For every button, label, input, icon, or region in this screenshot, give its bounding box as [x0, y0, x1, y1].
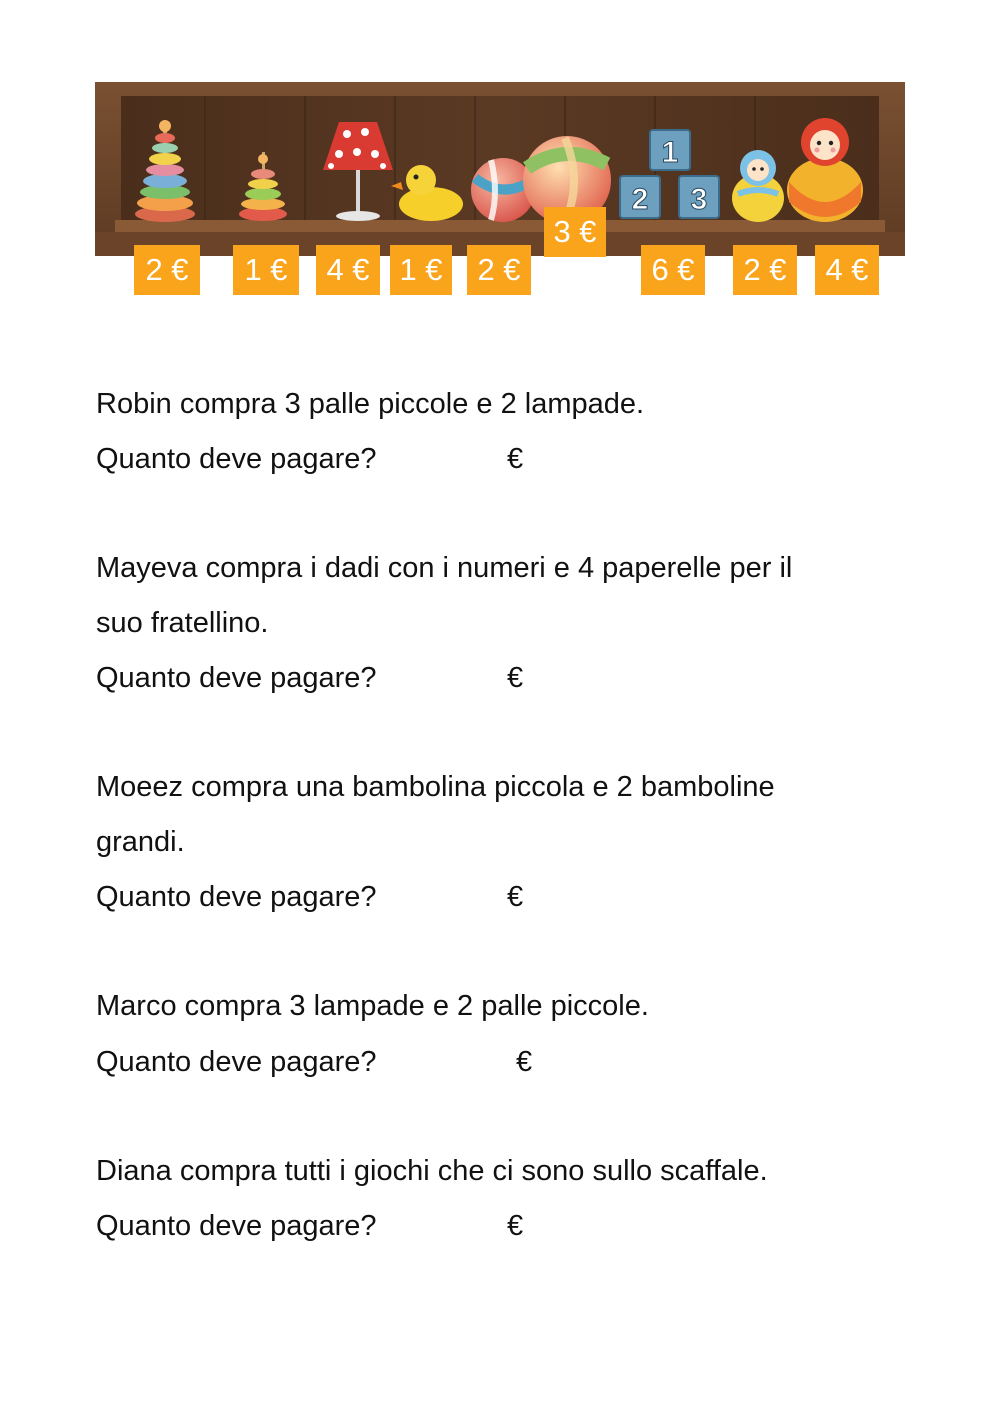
exercise-4-text: Marco compra 3 lampade e 2 palle piccole. — [96, 990, 649, 1022]
exercise-4-currency: € — [516, 1046, 533, 1078]
svg-text:2: 2 — [631, 183, 649, 216]
toy-shelf-illustration — [95, 82, 905, 256]
price-tag-small-ball: 2 € — [467, 245, 531, 295]
exercise-5-currency: € — [507, 1210, 524, 1242]
exercise-4-question: Quanto deve pagare? — [96, 1046, 377, 1078]
exercise-1-currency: € — [507, 443, 524, 475]
exercise-5-text: Diana compra tutti i giochi che ci sono sullo scaffale. — [96, 1155, 768, 1187]
exercise-3-currency: € — [507, 881, 524, 913]
svg-text:1: 1 — [661, 136, 679, 169]
exercise-3-text-continued: grandi. — [96, 826, 185, 858]
exercise-3-question: Quanto deve pagare? — [96, 881, 377, 913]
svg-text:3: 3 — [690, 183, 708, 216]
price-tag-rubber-duck: 1 € — [390, 245, 452, 295]
price-tag-stacking-rings-small: 1 € — [233, 245, 299, 295]
price-tag-number-blocks: 6 € — [641, 245, 705, 295]
exercise-5-question: Quanto deve pagare? — [96, 1210, 377, 1242]
price-tag-stacking-rings-large: 2 € — [134, 245, 200, 295]
price-tag-big-doll: 4 € — [815, 245, 879, 295]
exercise-1-text: Robin compra 3 palle piccole e 2 lampade. — [96, 388, 645, 420]
price-tag-big-ball: 3 € — [544, 207, 606, 257]
exercise-3-text: Moeez compra una bambolina piccola e 2 bamboline — [96, 771, 775, 803]
exercise-2-text: Mayeva compra i dadi con i numeri e 4 paperelle per il — [96, 552, 793, 584]
price-tag-small-doll: 2 € — [733, 245, 797, 295]
exercise-2-question: Quanto deve pagare? — [96, 662, 377, 694]
exercise-1-question: Quanto deve pagare? — [96, 443, 377, 475]
price-tag-lamp: 4 € — [316, 245, 380, 295]
exercise-2-currency: € — [507, 662, 524, 694]
exercise-2-text-continued: suo fratellino. — [96, 607, 269, 639]
